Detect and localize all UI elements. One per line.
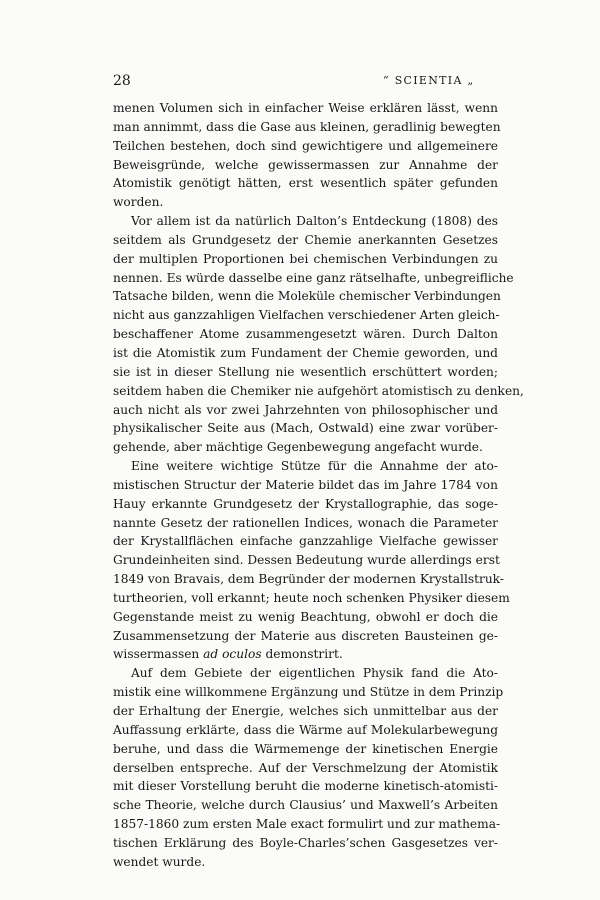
- text-line: mistischen Structur der Materie bildet das im Jahre 1784 von: [113, 477, 498, 492]
- text-line: der multiplen Proportionen bei chemischen Verbindungen zu: [113, 251, 498, 266]
- text-line: Zusammensetzung der Materie aus discreten Bausteinen ge-: [113, 628, 498, 643]
- text-line: Auffassung erklärte, dass die Wärme auf Molekularbewegung: [113, 722, 498, 737]
- paragraph: [113, 99, 501, 212]
- text-line: nannte Gesetz der rationellen Indices, wonach die Parameter: [113, 515, 498, 530]
- text-line: seitdem haben die Chemiker nie aufgehört atomistisch zu denken,: [113, 383, 524, 398]
- paragraph: [113, 457, 510, 664]
- text-line-ad-oculos: wissermassen ad oculos demonstrirt.: [113, 647, 343, 662]
- text-line: ist die Atomistik zum Fundament der Chemie geworden, und: [113, 345, 498, 360]
- text-line: nicht aus ganzzahligen Vielfachen verschiedener Arten gleich-: [113, 308, 500, 323]
- running-head: “ SCIENTIA „: [383, 74, 475, 87]
- text-line: worden.: [113, 195, 164, 210]
- body-text: [113, 99, 524, 872]
- text-line: tischen Erklärung des Boyle-Charles’schen Gasgesetzes ver-: [113, 835, 498, 850]
- page-number: 28: [113, 73, 131, 89]
- text-line: Beweisgründe, welche gewissermassen zur Annahme der: [113, 157, 498, 172]
- text-line: Auf dem Gebiete der eigentlichen Physik fand die Ato-: [131, 666, 498, 681]
- text-line: man annimmt, dass die Gase aus kleinen, geradlinig bewegten: [113, 119, 501, 134]
- paragraph: [113, 212, 524, 457]
- text-line: Atomistik genötigt hätten, erst wesentlich später gefunden: [113, 176, 498, 191]
- text-line: auch nicht als vor zwei Jahrzehnten von philosophischer und: [113, 402, 498, 417]
- text-line: physikalischer Seite aus (Mach, Ostwald) eine zwar vorüber-: [113, 421, 498, 436]
- paragraph: [113, 664, 504, 871]
- text-line: der Erhaltung der Energie, welches sich unmittelbar aus der: [113, 704, 498, 718]
- text-line: der Krystallflächen einfache ganzzahlige Vielfache gewisser: [113, 534, 498, 549]
- text-line: mistik eine willkommene Ergänzung und Stütze in dem Prinzip: [113, 685, 504, 700]
- text-line: seitdem als Grundgesetz der Chemie anerkannten Gesetzes: [113, 232, 498, 247]
- page-header: [113, 73, 498, 93]
- text-line: 1849 von Bravais, dem Begründer der modernen Krystallstruk-: [113, 572, 504, 587]
- text-line: Teilchen bestehen, doch sind gewichtigere und allgemeinere: [113, 138, 498, 153]
- text-line: beruhe, und dass die Wärmemenge der kinetischen Energie: [113, 741, 498, 756]
- text-line: Vor allem ist da natürlich Dalton’s Entdeckung (1808) des: [131, 214, 498, 229]
- text-line: sche Theorie, welche durch Clausius’ und Maxwell’s Arbeiten: [113, 798, 498, 813]
- text-line: sie ist in dieser Stellung nie wesentlich erschüttert worden;: [113, 364, 498, 379]
- text-line: Hauy erkannte Grundgesetz der Krystallographie, das soge-: [113, 496, 498, 511]
- text-line: nennen. Es würde dasselbe eine ganz rätselhafte, unbegreifliche: [113, 270, 514, 285]
- text-line: Gegenstande meist zu wenig Beachtung, obwohl er doch die: [113, 609, 498, 624]
- text-line: beschaffener Atome zusammengesetzt wären. Durch Dalton: [113, 327, 498, 342]
- text-line: gehende, aber mächtige Gegenbewegung angefacht wurde.: [113, 440, 483, 455]
- text-line: 1857-1860 zum ersten Male exact formulirt und zur mathema-: [113, 817, 501, 832]
- text-line: mit dieser Vorstellung beruht die moderne kinetisch-atomisti-: [113, 779, 498, 794]
- text-line: Eine weitere wichtige Stütze für die Annahme der ato-: [131, 459, 498, 474]
- text-line: derselben entspreche. Auf der Verschmelzung der Atomistik: [113, 760, 498, 775]
- text-line: Grundeinheiten sind. Dessen Bedeutung wurde allerdings erst: [113, 553, 500, 568]
- text-line: wendet wurde.: [113, 854, 206, 869]
- text-line: Tatsache bilden, wenn die Moleküle chemischer Verbindungen: [113, 289, 501, 304]
- text-line: menen Volumen sich in einfacher Weise erklären lässt, wenn: [113, 101, 498, 115]
- text-line: turtheorien, voll erkannt; heute noch schenken Physiker diesem: [113, 590, 510, 605]
